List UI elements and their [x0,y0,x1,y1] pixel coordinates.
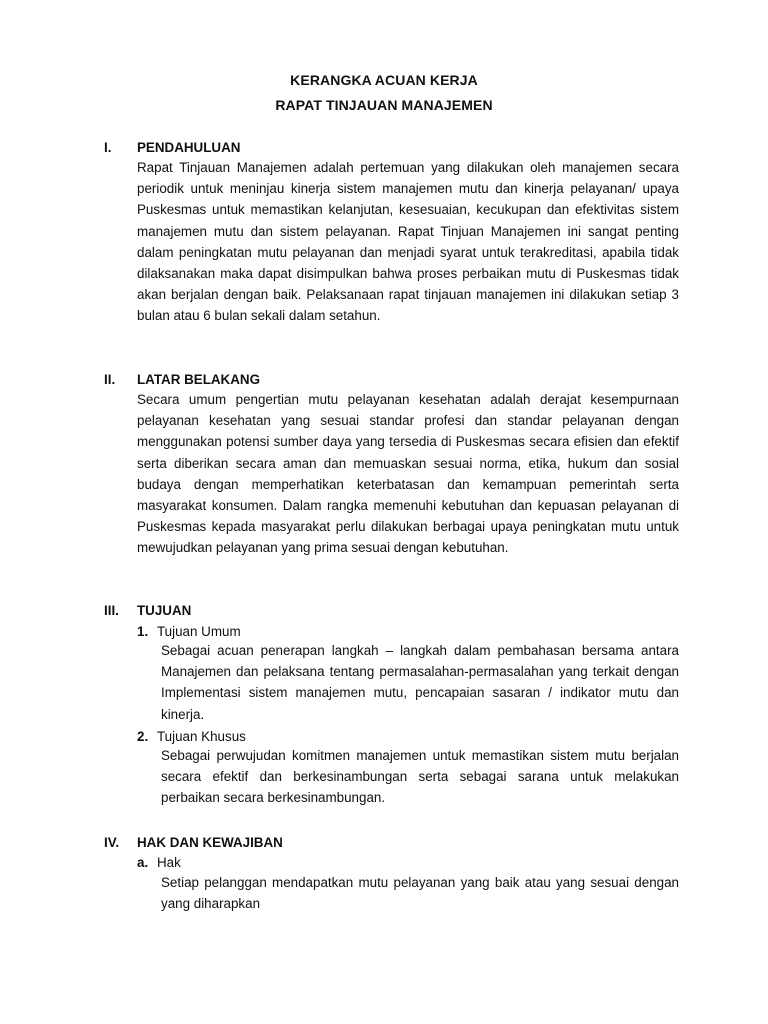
section-number: III. [104,603,119,618]
list-item-hak [137,855,181,870]
list-item-number: 2. [137,729,149,744]
list-item-number: 1. [137,624,149,639]
list-item-body: Setiap pelanggan mendapatkan mutu pelayanan yang baik atau yang sesuai dengan yang diharapkan [161,875,679,912]
section-body: Rapat Tinjauan Manajemen adalah pertemuan yang dilakukan oleh manajemen secara periodik untuk meninjau kinerja sistem manajemen mutu dan kinerja pelayanan/ upaya Puskesmas untuk memastikan kelanjutan, kesesuaian, kecukupan dan efektivitas sistem manajemen mutu dan sistem pelayanan. Rapat Tinjuan Manajemen ini sangat penting dalam peningkatan mutu pelayanan dan menjadi syarat untuk terakreditasi, apabila tidak dilaksanakan maka dapat disimpulkan bahwa proses perbaikan mutu di Puskesmas tidak akan berjalan dengan baik. Pelaksanaan rapat tinjauan manajemen ini dilakukan setiap 3 bulan atau 6 bulan sekali dalam setahun. [137,160,679,324]
list-item-tujuan-umum [137,624,241,639]
section-heading: LATAR BELAKANG [137,372,260,387]
list-item-number: a. [137,855,149,870]
list-item-body: Sebagai perwujudan komitmen manajemen untuk memastikan sistem mutu berjalan secara efektif dan berkesinambungan serta sebagai sarana untuk melakukan perbaikan secara berkesinambungan. [161,748,679,806]
list-item-tujuan-khusus [137,729,246,744]
document-title-line1: KERANGKA ACUAN KERJA [290,72,478,88]
section-body: Secara umum pengertian mutu pelayanan kesehatan adalah derajat kesempurnaan pelayanan kesehatan yang sesuai standar profesi dan standar pelayanan dengan menggunakan potensi sumber daya yang tersedia di Puskesmas secara efisien dan efektif serta diberikan secara aman dan memuaskan sesuai norma, etika, hukum dan sosial budaya dengan memperhatikan keterbatasan dan kemampuan pemerintah serta masyarakat konsumen. Dalam rangka memenuhi kebutuhan dan kepuasan pelayanan di Puskesmas kepada masyarakat perlu dilakukan berbagai upaya peningkatan mutu untuk mewujudkan pelayanan yang prima sesuai dengan kebutuhan. [137,392,679,556]
section-heading: TUJUAN [137,603,192,618]
section-heading: HAK DAN KEWAJIBAN [137,835,283,850]
list-item-label: Hak [157,855,181,870]
document-title-line2: RAPAT TINJAUAN MANAJEMEN [275,97,493,113]
list-item-label: Tujuan Khusus [157,729,246,744]
section-number: IV. [104,835,120,850]
section-number: II. [104,372,116,387]
section-heading: PENDAHULUAN [137,140,241,155]
section-number: I. [104,140,112,155]
list-item-label: Tujuan Umum [157,624,241,639]
list-item-body: Sebagai acuan penerapan langkah – langkah dalam pembahasan bersama antara Manajemen dan pelaksana tentang permasalahan-permasalahan yang terkait dengan Implementasi sistem manajemen mutu, pencapaian sasaran / indikator mutu dan kinerja. [161,643,679,722]
